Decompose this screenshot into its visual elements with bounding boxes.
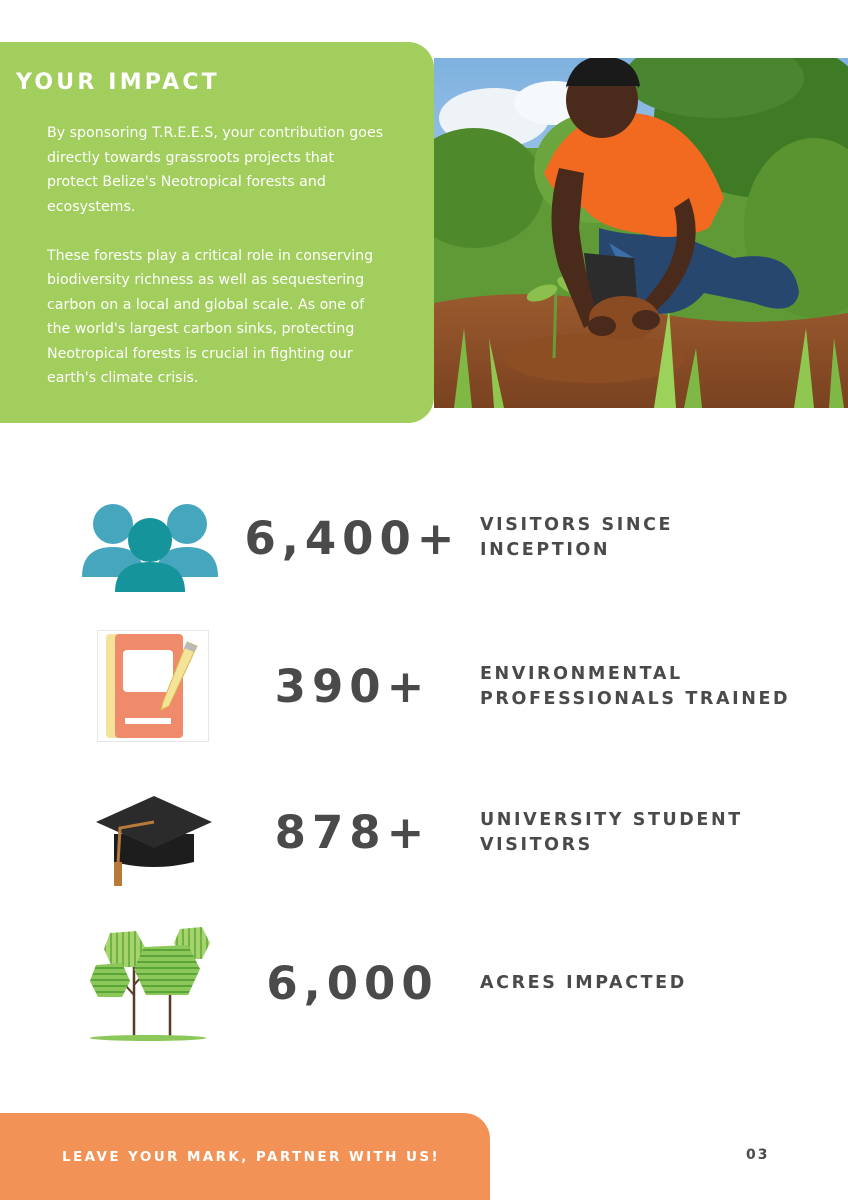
stat-label-line: VISITORS SINCE xyxy=(480,515,674,535)
stat-label-line: INCEPTION xyxy=(480,540,611,560)
graduation-cap-icon xyxy=(94,792,214,892)
planting-photo xyxy=(434,58,848,408)
stat-value: 878+ xyxy=(274,806,431,859)
stat-row-professionals xyxy=(0,628,848,748)
stat-label xyxy=(480,513,820,563)
stat-label xyxy=(480,808,820,858)
impact-body xyxy=(47,121,387,415)
impact-paragraph-2: These forests play a critical role in conserving biodiversity richness as well as sequestering carbon on a local and global scale. As one of the world's largest carbon sinks, protecting Neotropical forests is crucial in fighting our earth's climate crisis. xyxy=(47,247,374,386)
stat-row-visitors xyxy=(0,480,848,600)
stat-row-students xyxy=(0,776,848,896)
page-number: 03 xyxy=(746,1147,770,1163)
stat-value: 390+ xyxy=(274,660,431,713)
stat-label-line: VISITORS xyxy=(480,835,593,855)
people-group-icon xyxy=(80,492,220,602)
stat-label-line: PROFESSIONALS TRAINED xyxy=(480,689,791,709)
stat-label xyxy=(480,971,820,996)
stat-row-acres xyxy=(0,925,848,1045)
stat-value: 6,400+ xyxy=(244,512,461,565)
stat-label-line: UNIVERSITY STUDENT xyxy=(480,810,743,830)
stat-label-line: ACRES IMPACTED xyxy=(480,973,687,993)
impact-title: YOUR IMPACT xyxy=(16,70,220,95)
trees-icon xyxy=(88,925,212,1045)
impact-paragraph-1: By sponsoring T.R.E.E.S, your contribution goes directly towards grassroots projects that protect Belize's Neotropical forests and ecosystems. xyxy=(47,125,384,215)
notebook-pencil-icon xyxy=(97,630,209,742)
stat-value: 6,000 xyxy=(266,957,439,1010)
partner-banner-text[interactable]: LEAVE YOUR MARK, PARTNER WITH US! xyxy=(62,1149,440,1165)
stat-label-line: ENVIRONMENTAL xyxy=(480,664,683,684)
stat-label xyxy=(480,662,820,712)
